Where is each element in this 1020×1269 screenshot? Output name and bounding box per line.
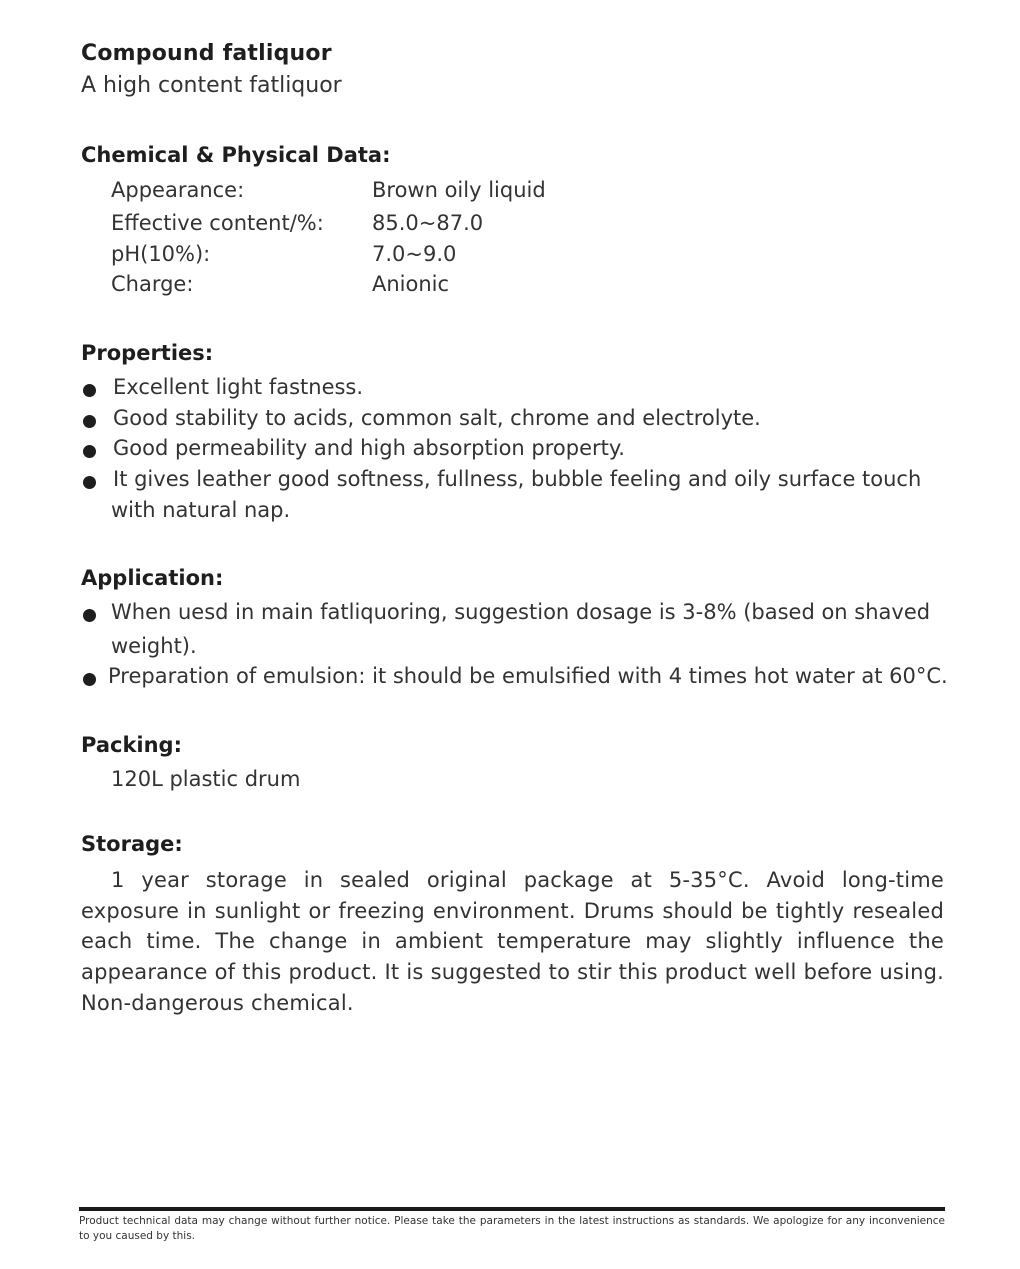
application-item-continuation: weight). (111, 634, 197, 658)
bullet-icon (83, 673, 96, 686)
properties-heading: Properties: (81, 341, 214, 365)
footer-disclaimer: Product technical data may change without further notice. Please take the parameters in the latest instructions as standards. We apologize for any inconvenience to you caused by this. (79, 1215, 945, 1242)
charge-label: Charge: (111, 272, 194, 296)
application-item: Preparation of emulsion: it should be emulsified with 4 times hot water at 60°C. (108, 664, 948, 688)
property-item: Good stability to acids, common salt, chrome and electrolyte. (113, 406, 761, 430)
chemical-data-heading: Chemical & Physical Data: (81, 143, 391, 167)
bullet-icon (83, 476, 96, 489)
storage-heading: Storage: (81, 832, 183, 856)
ph-value: 7.0~9.0 (372, 242, 457, 266)
footer-divider (79, 1207, 945, 1211)
appearance-value: Brown oily liquid (372, 178, 546, 202)
property-item: It gives leather good softness, fullness, bubble feeling and oily surface touch (113, 467, 922, 491)
bullet-icon (83, 384, 96, 397)
appearance-label: Appearance: (111, 178, 245, 202)
packing-text: 120L plastic drum (111, 767, 301, 791)
application-heading: Application: (81, 566, 224, 590)
bullet-icon (83, 609, 96, 622)
bullet-icon (83, 445, 96, 458)
effective-content-label: Effective content/%: (111, 211, 324, 235)
packing-heading: Packing: (81, 733, 182, 757)
property-item-continuation: with natural nap. (111, 498, 291, 522)
product-subtitle: A high content fatliquor (81, 73, 342, 98)
charge-value: Anionic (372, 272, 450, 296)
ph-label: pH(10%): (111, 242, 211, 266)
property-item: Good permeability and high absorption property. (113, 436, 625, 460)
effective-content-value: 85.0~87.0 (372, 211, 484, 235)
storage-text: 1 year storage in sealed original package at 5-35°C. Avoid long-time exposure in sunlight or freezing environment. Drums should be tightly resealed each time. The change in ambient temperature may slightly influence the appearance of this product. It is suggested to stir this product well before using. Non-dangerous chemical. (81, 868, 944, 1015)
product-title: Compound fatliquor (81, 41, 332, 66)
application-item: When uesd in main fatliquoring, suggestion dosage is 3-8% (based on shaved (111, 600, 931, 624)
bullet-icon (83, 415, 96, 428)
property-item: Excellent light fastness. (113, 375, 364, 399)
